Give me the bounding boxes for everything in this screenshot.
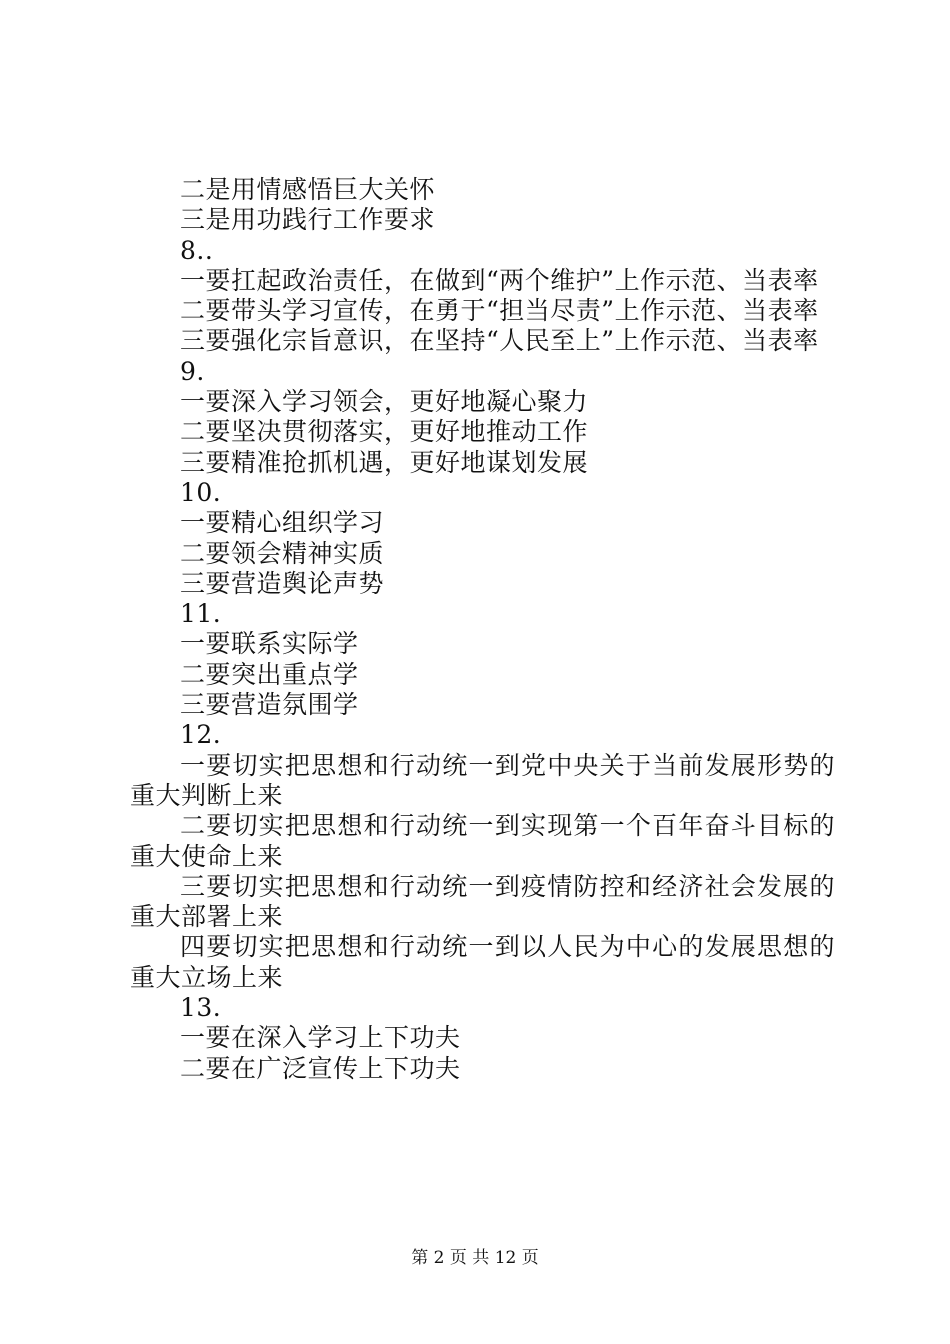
paragraph: 三是用功践行工作要求 <box>180 205 436 235</box>
paragraph: 三要切实把思想和行动统一到疫情防控和经济社会发展的重大部署上来 <box>130 871 835 932</box>
paragraph: 三要营造舆论声势 <box>180 568 385 598</box>
paragraph: 一要深入学习领会，更好地凝心聚力 <box>180 387 589 417</box>
paragraph: 一要扛起政治责任，在做到“两个维护”上作示范、当表率 <box>180 265 819 295</box>
paragraph: 四要切实把思想和行动统一到以人民为中心的发展思想的重大立场上来 <box>130 932 835 992</box>
paragraph: 二要带头学习宣传，在勇于“担当尽责”上作示范、当表率 <box>180 296 819 326</box>
paragraph: 一要在深入学习上下功夫 <box>180 1023 461 1053</box>
section-number: 12. <box>180 720 222 750</box>
paragraph: 二要突出重点学 <box>180 659 359 689</box>
section-number: 9. <box>180 356 205 386</box>
paragraph: 二要在广泛宣传上下功夫 <box>180 1053 461 1083</box>
document-body <box>130 175 835 1084</box>
section-number: 13. <box>180 993 222 1023</box>
paragraph: 一要切实把思想和行动统一到党中央关于当前发展形势的重大判断上来 <box>130 750 835 810</box>
section-number: 11. <box>180 599 222 629</box>
section-number: 8.. <box>180 235 214 265</box>
paragraph: 一要联系实际学 <box>180 629 359 659</box>
paragraph: 三要营造氛围学 <box>180 690 359 720</box>
paragraph: 二要切实把思想和行动统一到实现第一个百年奋斗目标的重大使命上来 <box>130 811 835 871</box>
paragraph: 三要精准抢抓机遇，更好地谋划发展 <box>180 447 589 477</box>
paragraph: 二要领会精神实质 <box>180 538 385 568</box>
paragraph: 一要精心组织学习 <box>180 508 385 538</box>
section-number: 10. <box>180 477 222 507</box>
paragraph: 二是用情感悟巨大关怀 <box>180 175 436 204</box>
paragraph: 二要坚决贯彻落实，更好地推动工作 <box>180 417 589 447</box>
page-footer: 第 2 页 共 12 页 <box>411 1248 539 1268</box>
paragraph: 三要强化宗旨意识，在坚持“人民至上”上作示范、当表率 <box>180 326 819 356</box>
